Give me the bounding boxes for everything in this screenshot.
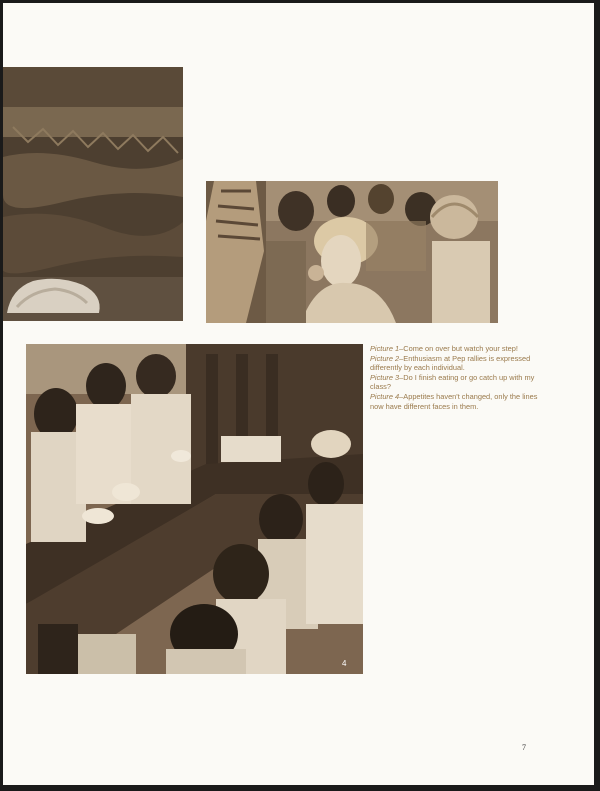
photo-lunch-line [26, 344, 363, 674]
photo-number-label: 4 [342, 659, 347, 668]
caption-picture-2: Picture 2–Enthusiasm at Pep rallies is expressed differently by each individual. [370, 353, 531, 373]
photo-captions [370, 344, 545, 411]
caption-picture-1: Picture 1–Come on over but watch your step! [370, 344, 518, 353]
yearbook-page [3, 3, 594, 785]
photo-pond-stepping-stones [3, 67, 183, 321]
photo-pep-rally [206, 181, 498, 323]
page-number: 7 [522, 743, 526, 752]
caption-picture-3: Picture 3–Do I finish eating or go catch up with my class? [370, 372, 535, 392]
caption-picture-4: Picture 4–Appetites haven't changed, only the lines now have different faces in them. [370, 391, 538, 411]
